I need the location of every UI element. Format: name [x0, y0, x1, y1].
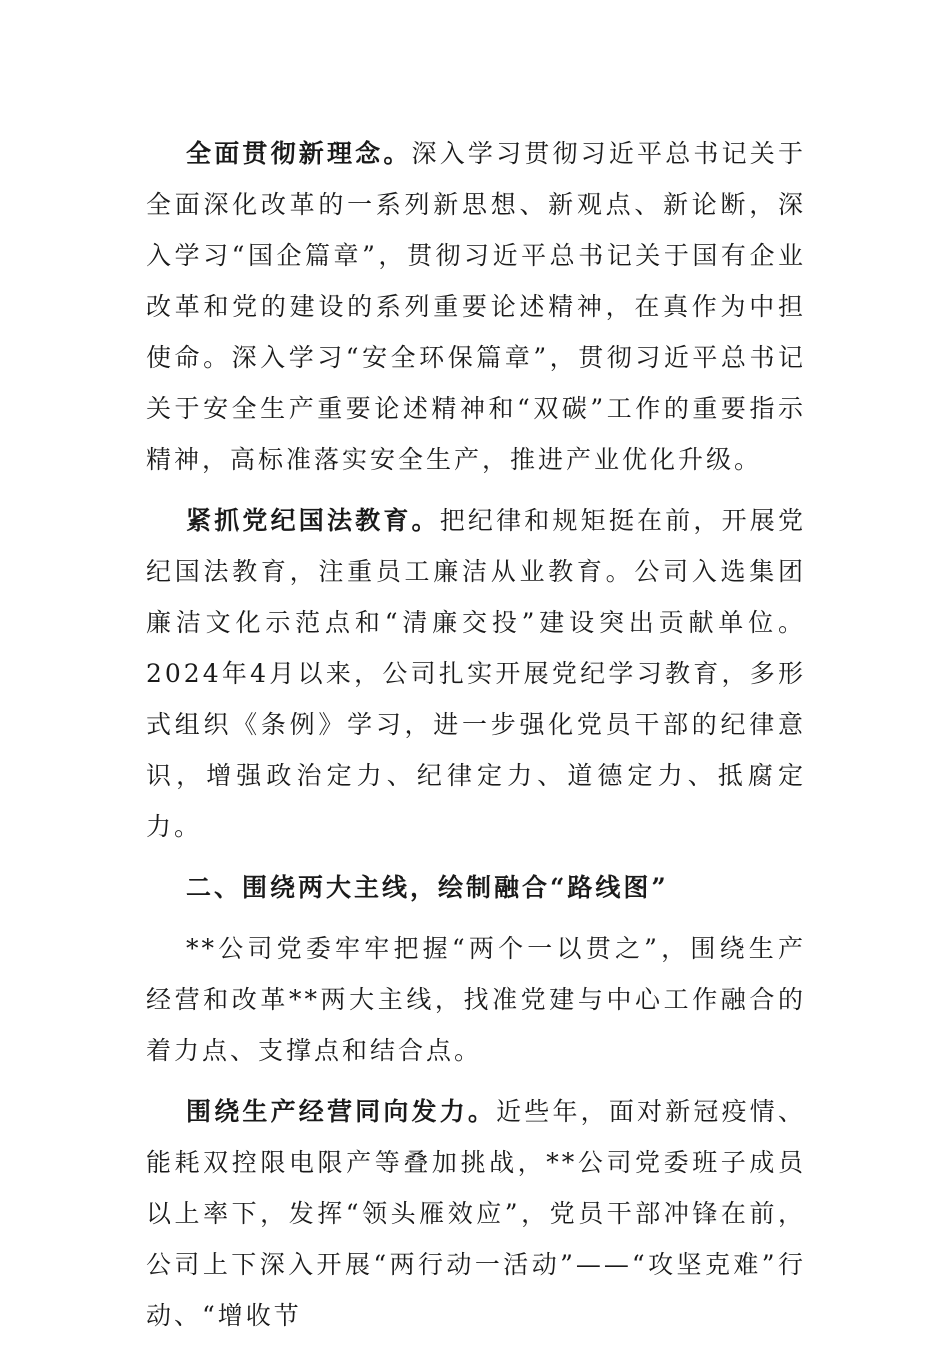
document-body	[146, 128, 806, 1351]
paragraph-production-operations	[146, 1086, 806, 1341]
paragraph-text: **公司党委牢牢把握“两个一以贯之”，围绕生产经营和改革**两大主线，找准党建与中心工作融合的着力点、支撑点和结合点。	[146, 934, 806, 1065]
paragraph-discipline-education	[146, 495, 806, 852]
paragraph-two-main-lines	[146, 923, 806, 1076]
paragraph-lead: 围绕生产经营同向发力。	[186, 1097, 497, 1126]
paragraph-text: 近些年，面对新冠疫情、能耗双控限电限产等叠加挑战，**公司党委班子成员以上率下，发挥“领头雁效应”，党员干部冲锋在前，公司上下深入开展“两行动一活动”——“攻坚克难”行动、“增收节	[146, 1097, 806, 1330]
paragraph-lead: 全面贯彻新理念。	[186, 139, 412, 168]
paragraph-lead: 紧抓党纪国法教育。	[186, 506, 440, 535]
paragraph-text: 把纪律和规矩挺在前，开展党纪国法教育，注重员工廉洁从业教育。公司入选集团廉洁文化示范点和“清廉交投”建设突出贡献单位。2024年4月以来，公司扎实开展党纪学习教育，多形式组织《条例》学习，进一步强化党员干部的纪律意识，增强政治定力、纪律定力、道德定力、抵腐定力。	[146, 506, 806, 841]
paragraph-text: 深入学习贯彻习近平总书记关于全面深化改革的一系列新思想、新观点、新论断，深入学习“国企篇章”，贯彻习近平总书记关于国有企业改革和党的建设的系列重要论述精神，在真作为中担使命。深入学习“安全环保篇章”，贯彻习近平总书记关于安全生产重要论述精神和“双碳”工作的重要指示精神，高标准落实安全生产，推进产业优化升级。	[146, 139, 806, 474]
paragraph-new-concept	[146, 128, 806, 485]
section-heading: 二、围绕两大主线，绘制融合“路线图”	[186, 873, 669, 902]
